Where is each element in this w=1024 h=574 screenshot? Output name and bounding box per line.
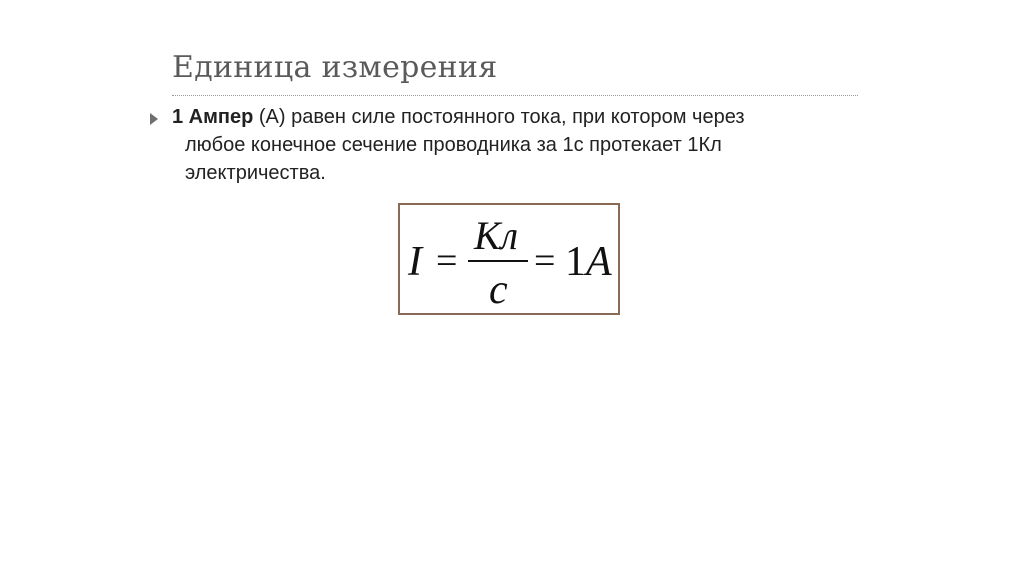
bullet-line-3: электричества. (185, 162, 326, 184)
formula-equals-1: = (436, 240, 458, 282)
bullet-line-1 (172, 103, 862, 131)
formula-lhs: I (408, 239, 422, 285)
formula-numerator: Кл (474, 213, 519, 258)
formula (400, 205, 618, 313)
title-divider (172, 95, 858, 96)
bullet-arrow-icon (150, 113, 158, 125)
formula-rhs-unit: A (586, 239, 612, 285)
bullet-text (172, 103, 862, 187)
bullet-line-2: любое конечное сечение проводника за 1с протекает 1Кл (185, 134, 722, 156)
formula-denominator: с (489, 267, 508, 313)
slide-title: Единица измерения (172, 50, 498, 85)
bullet-line-1-rest: (А) равен силе постоянного тока, при котором через (253, 106, 745, 128)
formula-equals-2: = (534, 240, 556, 282)
formula-box (398, 203, 620, 315)
formula-rhs-number: 1 (565, 239, 586, 285)
bullet-term: 1 Ампер (172, 106, 254, 128)
